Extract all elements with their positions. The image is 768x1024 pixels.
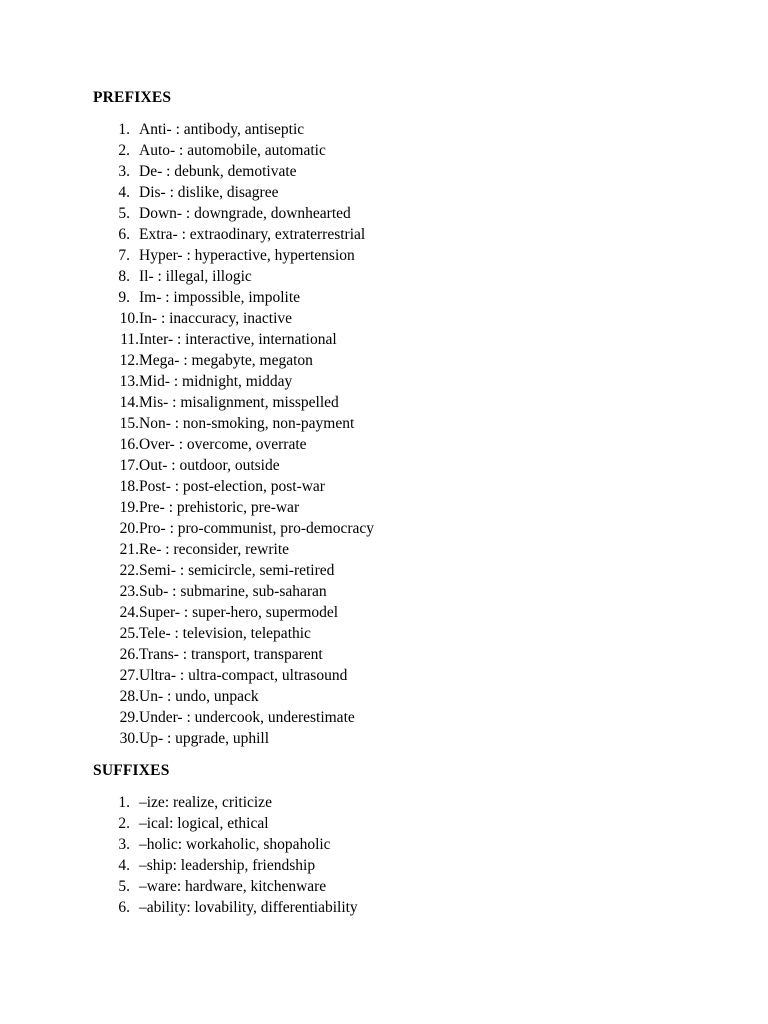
list-item-text: Semi- : semicircle, semi-retired [139, 562, 335, 579]
list-item-number: 8. [118, 268, 130, 285]
list-item-text: Mis- : misalignment, misspelled [139, 394, 339, 411]
list-item-text: Super- : super-hero, supermodel [139, 604, 339, 621]
list-item-number: 10. [119, 310, 139, 327]
list-item-number: 29. [119, 709, 139, 726]
list-item-text: Re- : reconsider, rewrite [139, 541, 290, 558]
list-item-number: 9. [118, 289, 130, 306]
list-item-number: 14. [119, 394, 139, 411]
list-item-text: Pro- : pro-communist, pro-democracy [139, 520, 375, 537]
list-item-number: 6. [118, 899, 130, 916]
list-item-number: 1. [118, 794, 130, 811]
list-item-number: 30. [119, 730, 139, 747]
list-item-text: Up- : upgrade, uphill [139, 730, 270, 747]
list-item-text: Sub- : submarine, sub-saharan [139, 583, 327, 600]
list-item-text: Auto- : automobile, automatic [139, 142, 326, 159]
list-item-text: Over- : overcome, overrate [139, 436, 307, 453]
list-item-number: 25. [119, 625, 139, 642]
list-item-text: In- : inaccuracy, inactive [139, 310, 293, 327]
list-item-text: Ultra- : ultra-compact, ultrasound [139, 667, 348, 684]
list-item-number: 17. [119, 457, 139, 474]
list-item-number: 23. [119, 583, 139, 600]
list-item-text: Out- : outdoor, outside [139, 457, 280, 474]
list-item-text: Anti- : antibody, antiseptic [139, 121, 305, 138]
list-item-number: 21. [119, 541, 139, 558]
list-item-text: Il- : illegal, illogic [139, 268, 252, 285]
list-item-number: 20. [119, 520, 139, 537]
list-item-number: 26. [119, 646, 139, 663]
list-item-number: 1. [118, 121, 130, 138]
list-item-number: 5. [118, 878, 130, 895]
list-item-text: Under- : undercook, underestimate [139, 709, 355, 726]
list-item-number: 2. [118, 815, 130, 832]
list-item-text: Un- : undo, unpack [139, 688, 259, 705]
list-item-number: 3. [118, 163, 130, 180]
list-item-number: 28. [119, 688, 139, 705]
list-item-text: –ical: logical, ethical [139, 815, 269, 832]
list-item-number: 4. [118, 184, 130, 201]
prefixes-heading: PREFIXES [93, 89, 172, 106]
list-item-text: Down- : downgrade, downhearted [139, 205, 351, 222]
list-item-text: Extra- : extraodinary, extraterrestrial [139, 226, 366, 243]
list-item-number: 15. [119, 415, 139, 432]
list-item-text: –ware: hardware, kitchenware [139, 878, 327, 895]
list-item-text: Im- : impossible, impolite [139, 289, 301, 306]
suffixes-heading: SUFFIXES [93, 762, 170, 779]
list-item-text: Hyper- : hyperactive, hypertension [139, 247, 355, 264]
list-item-text: Mega- : megabyte, megaton [139, 352, 313, 369]
list-item-number: 22. [119, 562, 139, 579]
list-item-number: 18. [119, 478, 139, 495]
list-item-text: Inter- : interactive, international [139, 331, 337, 348]
list-item-number: 5. [118, 205, 130, 222]
list-item-number: 2. [118, 142, 130, 159]
list-item-number: 13. [119, 373, 139, 390]
list-item-text: Dis- : dislike, disagree [139, 184, 279, 201]
list-item-text: –holic: workaholic, shopaholic [139, 836, 331, 853]
list-item-text: –ability: lovability, differentiability [139, 899, 358, 916]
list-item-number: 3. [118, 836, 130, 853]
list-item-text: Mid- : midnight, midday [139, 373, 293, 390]
list-item-text: –ize: realize, criticize [139, 794, 272, 811]
list-item-number: 12. [119, 352, 139, 369]
list-item-text: Tele- : television, telepathic [139, 625, 311, 642]
list-item-number: 4. [118, 857, 130, 874]
list-item-number: 16. [119, 436, 139, 453]
list-item-number: 6. [118, 226, 130, 243]
list-item-number: 24. [119, 604, 139, 621]
list-item-text: Post- : post-election, post-war [139, 478, 325, 495]
list-item-number: 27. [119, 667, 139, 684]
list-item-number: 7. [118, 247, 130, 264]
list-item-text: Trans- : transport, transparent [139, 646, 323, 663]
list-item-text: –ship: leadership, friendship [139, 857, 316, 874]
list-item-number: 11. [120, 331, 139, 348]
list-item-text: Pre- : prehistoric, pre-war [139, 499, 300, 516]
list-item-number: 19. [119, 499, 139, 516]
list-item-text: Non- : non-smoking, non-payment [139, 415, 355, 432]
list-item-text: De- : debunk, demotivate [139, 163, 297, 180]
